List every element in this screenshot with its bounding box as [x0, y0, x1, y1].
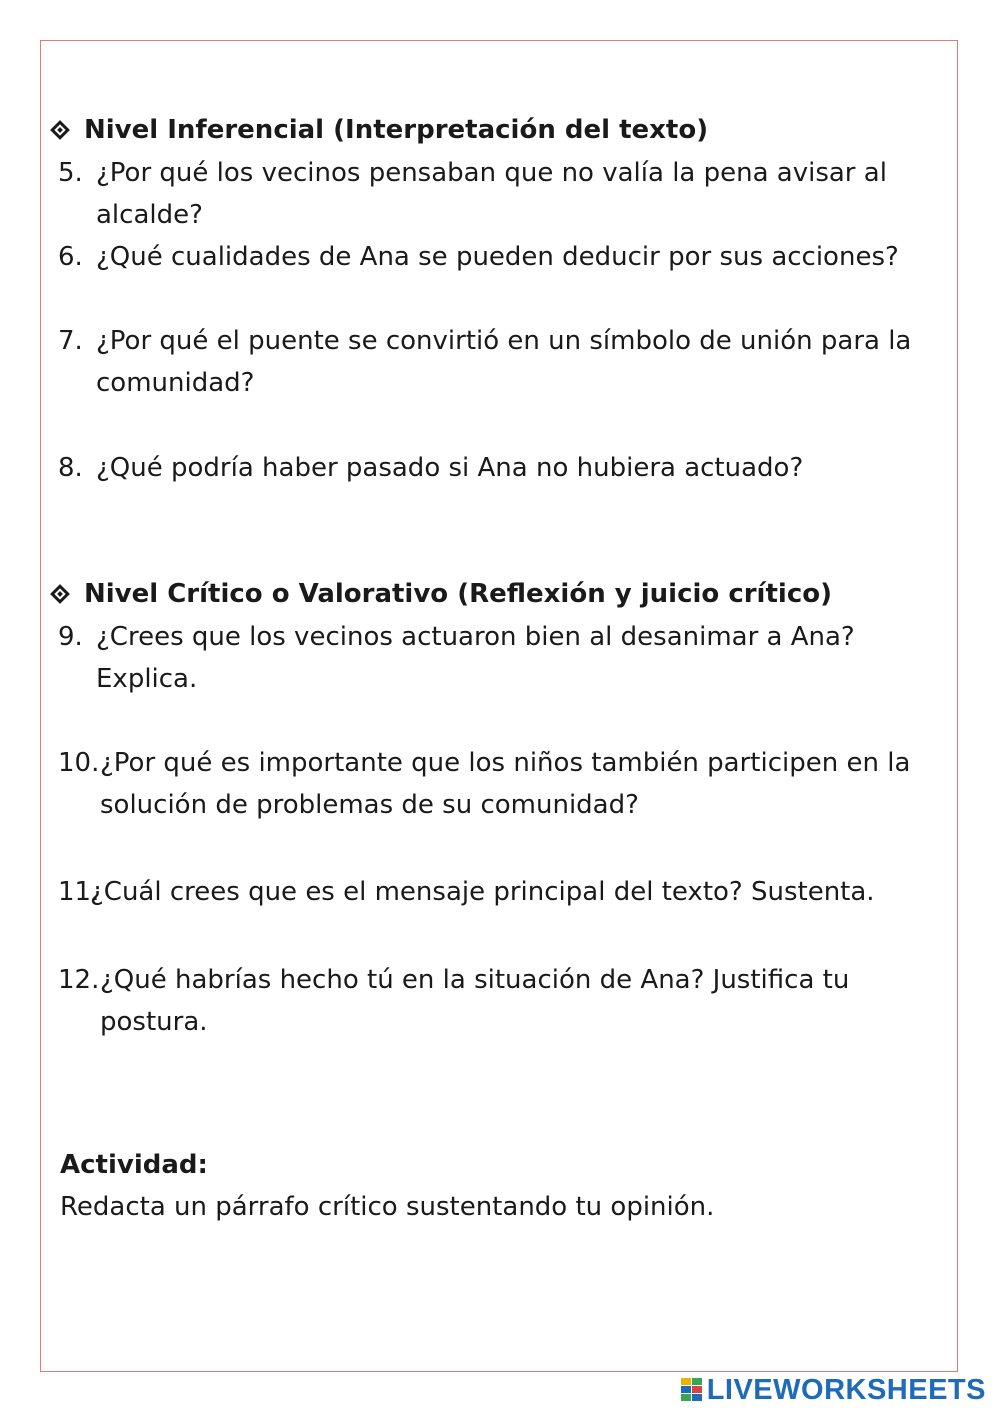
question-number: 8.: [58, 453, 83, 483]
question-item: [58, 871, 958, 913]
brand-text: LIVEWORKSHEETS: [706, 1373, 986, 1406]
question-number: 10.: [58, 748, 100, 778]
question-item: [58, 152, 958, 236]
question-item: [58, 236, 958, 278]
section-heading-text: Nivel Inferencial (Interpretación del texto): [84, 115, 709, 145]
question-text: ¿Por qué el puente se convirtió en un símbolo de unión para la comunidad?: [96, 326, 912, 398]
question-number: 11.: [58, 877, 100, 907]
question-number: 6.: [58, 242, 83, 272]
question-text: ¿Qué habrías hecho tú en la situación de Ana? Justifica tu postura.: [100, 965, 850, 1037]
diamond-bullet-icon: [50, 584, 70, 604]
question-item: [58, 959, 958, 1043]
question-number: 9.: [58, 622, 83, 652]
liveworksheets-brand: [681, 1372, 986, 1408]
question-item: [58, 742, 958, 826]
diamond-bullet-icon: [50, 120, 70, 140]
question-number: 12.: [58, 965, 100, 995]
section-heading-critico: [50, 574, 832, 614]
question-text: ¿Crees que los vecinos actuaron bien al desanimar a Ana? Explica.: [96, 622, 855, 694]
section-heading-text: Nivel Crítico o Valorativo (Reflexión y juicio crítico): [84, 579, 832, 609]
question-text: ¿Por qué los vecinos pensaban que no valía la pena avisar al alcalde?: [96, 158, 887, 230]
question-text: ¿Cuál crees que es el mensaje principal del texto? Sustenta.: [90, 877, 875, 907]
question-item: [58, 320, 958, 404]
section-heading-inferencial: [50, 110, 708, 150]
activity-instruction: Redacta un párrafo crítico sustentando tu opinión.: [60, 1192, 715, 1222]
question-text: ¿Qué podría haber pasado si Ana no hubiera actuado?: [96, 453, 804, 483]
question-text: ¿Por qué es importante que los niños también participen en la solución de problemas de su comunidad?: [100, 748, 911, 820]
question-item: [58, 616, 958, 700]
question-text: ¿Qué cualidades de Ana se pueden deducir por sus acciones?: [96, 242, 899, 272]
activity-label: Actividad:: [60, 1150, 208, 1180]
question-item: [58, 447, 958, 489]
question-number: 5.: [58, 158, 83, 188]
liveworksheets-logo-icon: [681, 1378, 703, 1402]
question-number: 7.: [58, 326, 83, 356]
